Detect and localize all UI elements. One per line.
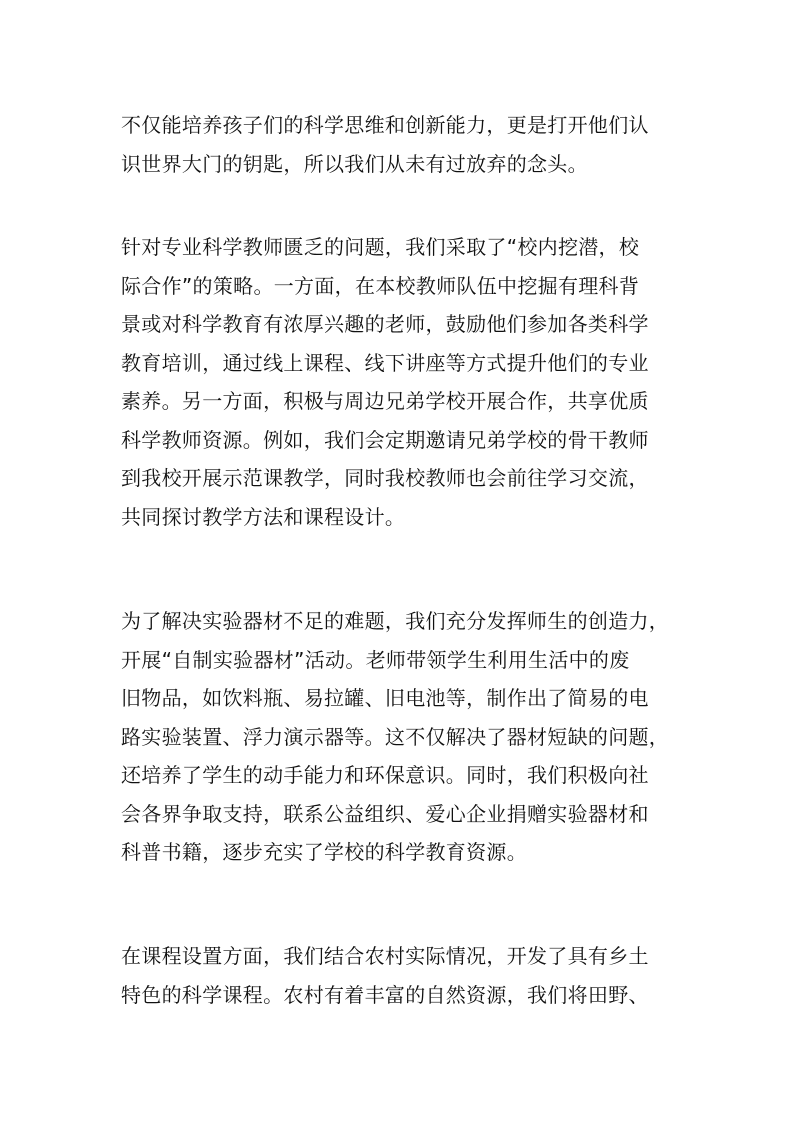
paragraph-1 <box>121 106 681 183</box>
paragraph-line: 景或对科学教育有浓厚兴趣的老师，鼓励他们参加各类科学 <box>121 312 649 336</box>
paragraph-3 <box>121 602 681 872</box>
paragraph-line: 际合作”的策略。一方面，在本校教师队伍中挖掘有理科背 <box>121 273 640 298</box>
paragraph-line: 识世界大门的钥匙，所以我们从未有过放弃的念头。 <box>121 151 588 176</box>
paragraph-line: 路实验装置、浮力演示器等。这不仅解决了器材短缺的问题， <box>121 724 670 749</box>
paragraph-line: 不仅能培养孩子们的科学思维和创新能力，更是打开他们认 <box>121 113 649 137</box>
paragraph-2 <box>121 228 681 536</box>
paragraph-line: 为了解决实验器材不足的难题，我们充分发挥师生的创造力， <box>121 609 670 633</box>
paragraph-line: 共同探讨教学方法和课程设计。 <box>121 504 406 529</box>
paragraph-line: 特色的科学课程。农村有着丰富的自然资源，我们将田野、 <box>121 982 649 1007</box>
paragraph-line: 素养。另一方面，积极与周边兄弟学校开展合作，共享优质 <box>121 389 649 413</box>
paragraph-line: 科普书籍，逐步充实了学校的科学教育资源。 <box>121 840 527 864</box>
paragraph-line: 在课程设置方面，我们结合农村实际情况，开发了具有乡土 <box>121 944 649 968</box>
paragraph-line: 到我校开展示范课教学，同时我校教师也会前往学习交流， <box>121 466 649 490</box>
paragraph-line: 针对专业科学教师匮乏的问题，我们采取了“校内挖潜，校 <box>121 235 640 259</box>
paragraph-4 <box>121 937 681 1014</box>
paragraph-line: 教育培训，通过线上课程、线下讲座等方式提升他们的专业 <box>121 350 649 375</box>
paragraph-line: 开展“自制实验器材”活动。老师带领学生利用生活中的废 <box>121 647 630 672</box>
paragraph-line: 还培养了学生的动手能力和环保意识。同时，我们积极向社 <box>121 763 649 787</box>
paragraph-line: 旧物品，如饮料瓶、易拉罐、旧电池等，制作出了简易的电 <box>121 686 649 710</box>
paragraph-line: 会各界争取支持，联系公益组织、爱心企业捐赠实验器材和 <box>121 801 649 826</box>
paragraph-line: 科学教师资源。例如，我们会定期邀请兄弟学校的骨干教师 <box>121 427 649 452</box>
